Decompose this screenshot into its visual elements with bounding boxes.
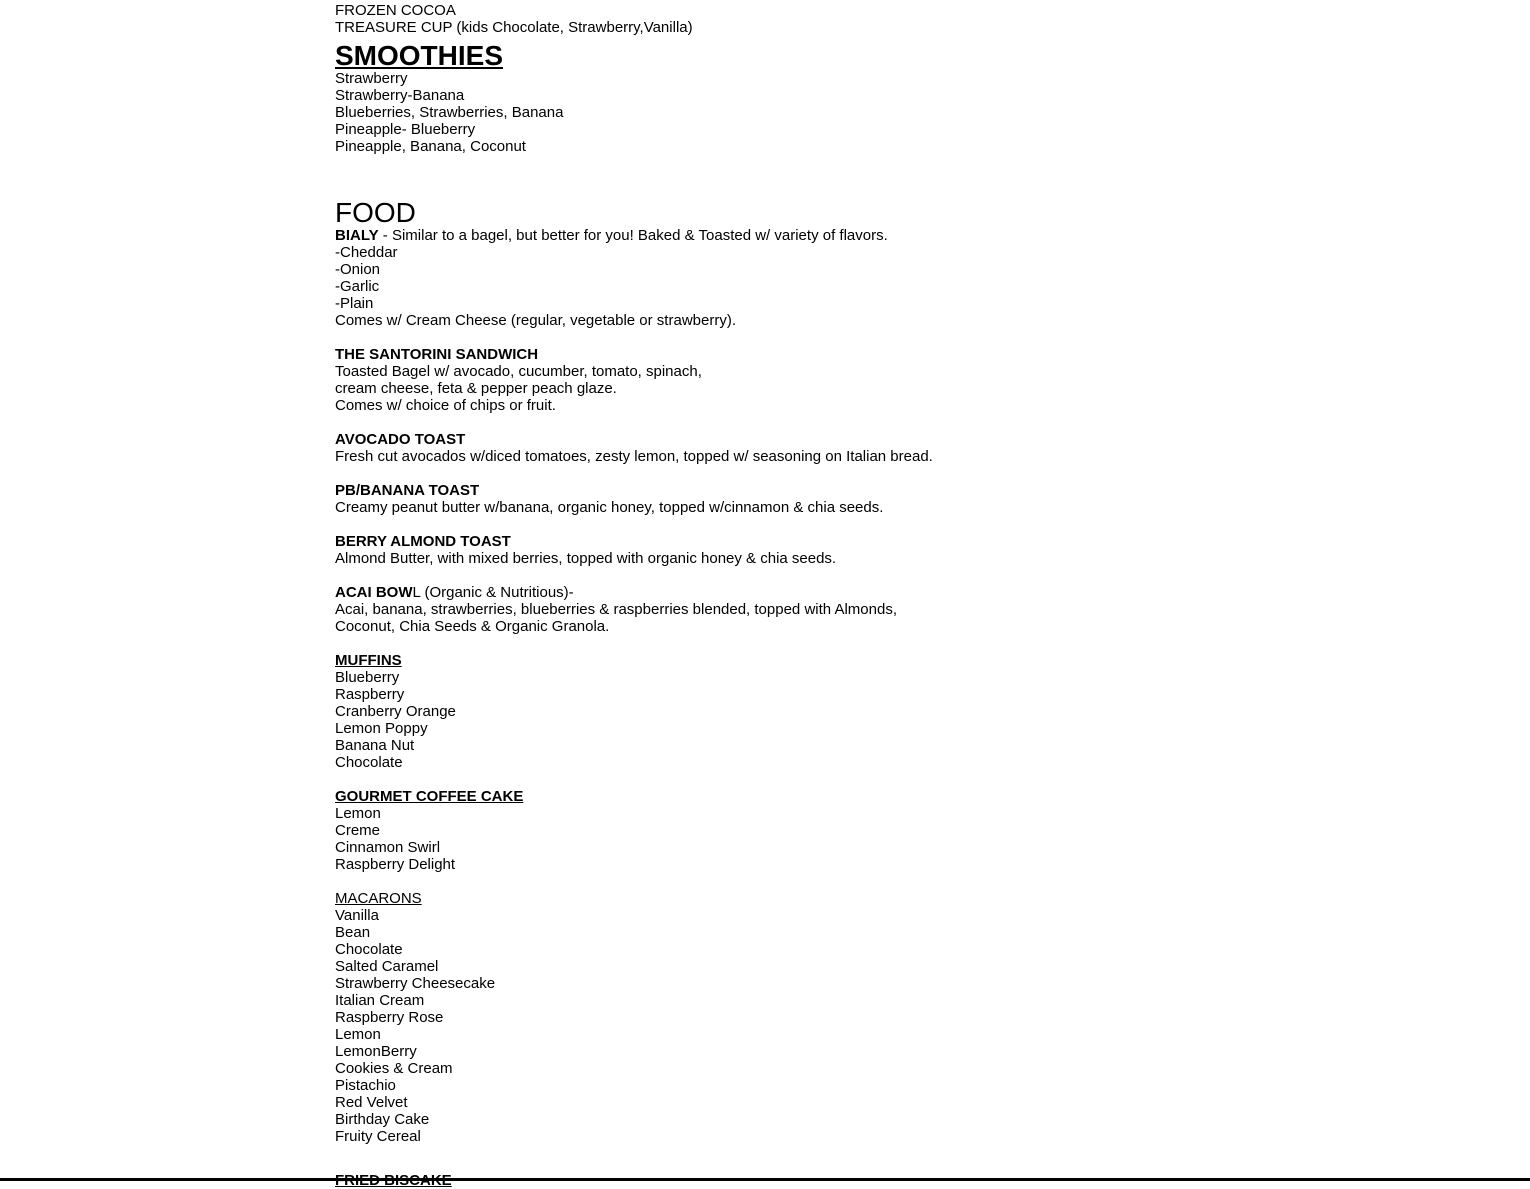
macaron-item: Vanilla <box>335 907 379 924</box>
macaron-item: Pistachio <box>335 1077 396 1094</box>
muffin-item: Cranberry Orange <box>335 703 456 720</box>
pb-banana-toast-title: PB/BANANA TOAST <box>335 482 480 499</box>
avocado-toast-title: AVOCADO TOAST <box>335 431 466 448</box>
macaron-item: Strawberry Cheesecake <box>335 975 496 992</box>
macaron-item: Lemon <box>335 1026 381 1043</box>
macaron-item: Cookies & Cream <box>335 1060 453 1077</box>
acai-bowl-desc: Coconut, Chia Seeds & Organic Granola. <box>335 618 610 635</box>
pb-banana-toast-desc: Creamy peanut butter w/banana, organic honey, topped w/cinnamon & chia seeds. <box>335 499 884 516</box>
muffin-item: Raspberry <box>335 686 405 703</box>
macaron-item: Red Velvet <box>335 1094 408 1111</box>
muffin-item: Lemon Poppy <box>335 720 428 737</box>
coffee-cake-item: Cinnamon Swirl <box>335 839 441 856</box>
muffins-heading: MUFFINS <box>335 652 402 669</box>
acai-bowl-title <box>335 584 1035 601</box>
macaron-item: Salted Caramel <box>335 958 439 975</box>
macaron-item: Chocolate <box>335 941 403 958</box>
santorini-title: THE SANTORINI SANDWICH <box>335 346 539 363</box>
coffee-cake-item: Creme <box>335 822 381 839</box>
bialy-flavor: -Onion <box>335 261 381 278</box>
bialy-desc: - Similar to a bagel, but better for you! Baked & Toasted w/ variety of flavors. <box>378 227 888 244</box>
berry-almond-toast-desc: Almond Butter, with mixed berries, topped with organic honey & chia seeds. <box>335 550 837 567</box>
bialy-note: Comes w/ Cream Cheese (regular, vegetable or strawberry). <box>335 312 736 329</box>
muffin-item: Chocolate <box>335 754 403 771</box>
acai-bowl-title-bold: ACAI BOW <box>335 584 413 601</box>
coffee-cake-item: Raspberry Delight <box>335 856 456 873</box>
coffee-cake-heading: GOURMET COFFEE CAKE <box>335 788 524 805</box>
bialy-flavor: -Cheddar <box>335 244 398 261</box>
smoothie-item: Strawberry <box>335 70 408 87</box>
smoothie-item: Blueberries, Strawberries, Banana <box>335 104 564 121</box>
berry-almond-toast-title: BERRY ALMOND TOAST <box>335 533 511 550</box>
food-heading: FOOD <box>335 197 416 228</box>
avocado-toast-desc: Fresh cut avocados w/diced tomatoes, zesty lemon, topped w/ seasoning on Italian bread. <box>335 448 933 465</box>
coffee-cake-item: Lemon <box>335 805 381 822</box>
macaron-item: Bean <box>335 924 371 941</box>
santorini-desc: Comes w/ choice of chips or fruit. <box>335 397 556 414</box>
santorini-desc: Toasted Bagel w/ avocado, cucumber, tomato, spinach, <box>335 363 702 380</box>
macaron-item: Italian Cream <box>335 992 425 1009</box>
santorini-desc: cream cheese, feta & pepper peach glaze. <box>335 380 617 397</box>
acai-bowl-desc: Acai, banana, strawberries, blueberries & raspberries blended, topped with Almonds, <box>335 601 897 618</box>
smoothie-item: Strawberry-Banana <box>335 87 465 104</box>
acai-bowl-title-rest: L (Organic & Nutritious)- <box>412 584 574 601</box>
menu-item: FROZEN COCOA <box>335 2 456 19</box>
smoothie-item: Pineapple- Blueberry <box>335 121 476 138</box>
macaron-item: Fruity Cereal <box>335 1128 421 1145</box>
bialy-line <box>335 227 1035 244</box>
macaron-item: LemonBerry <box>335 1043 417 1060</box>
menu-document <box>335 2 1035 1145</box>
muffin-item: Banana Nut <box>335 737 415 754</box>
bialy-title: BIALY <box>335 227 379 244</box>
bialy-flavor: -Garlic <box>335 278 380 295</box>
smoothie-item: Pineapple, Banana, Coconut <box>335 138 526 155</box>
macarons-heading: MACARONS <box>335 890 422 907</box>
macaron-item: Birthday Cake <box>335 1111 430 1128</box>
menu-item: TREASURE CUP (kids Chocolate, Strawberry,Vanilla) <box>335 19 693 36</box>
macaron-item: Raspberry Rose <box>335 1009 444 1026</box>
muffin-item: Blueberry <box>335 669 400 686</box>
bialy-flavor: -Plain <box>335 295 374 312</box>
smoothies-heading: SMOOTHIES <box>335 40 504 71</box>
